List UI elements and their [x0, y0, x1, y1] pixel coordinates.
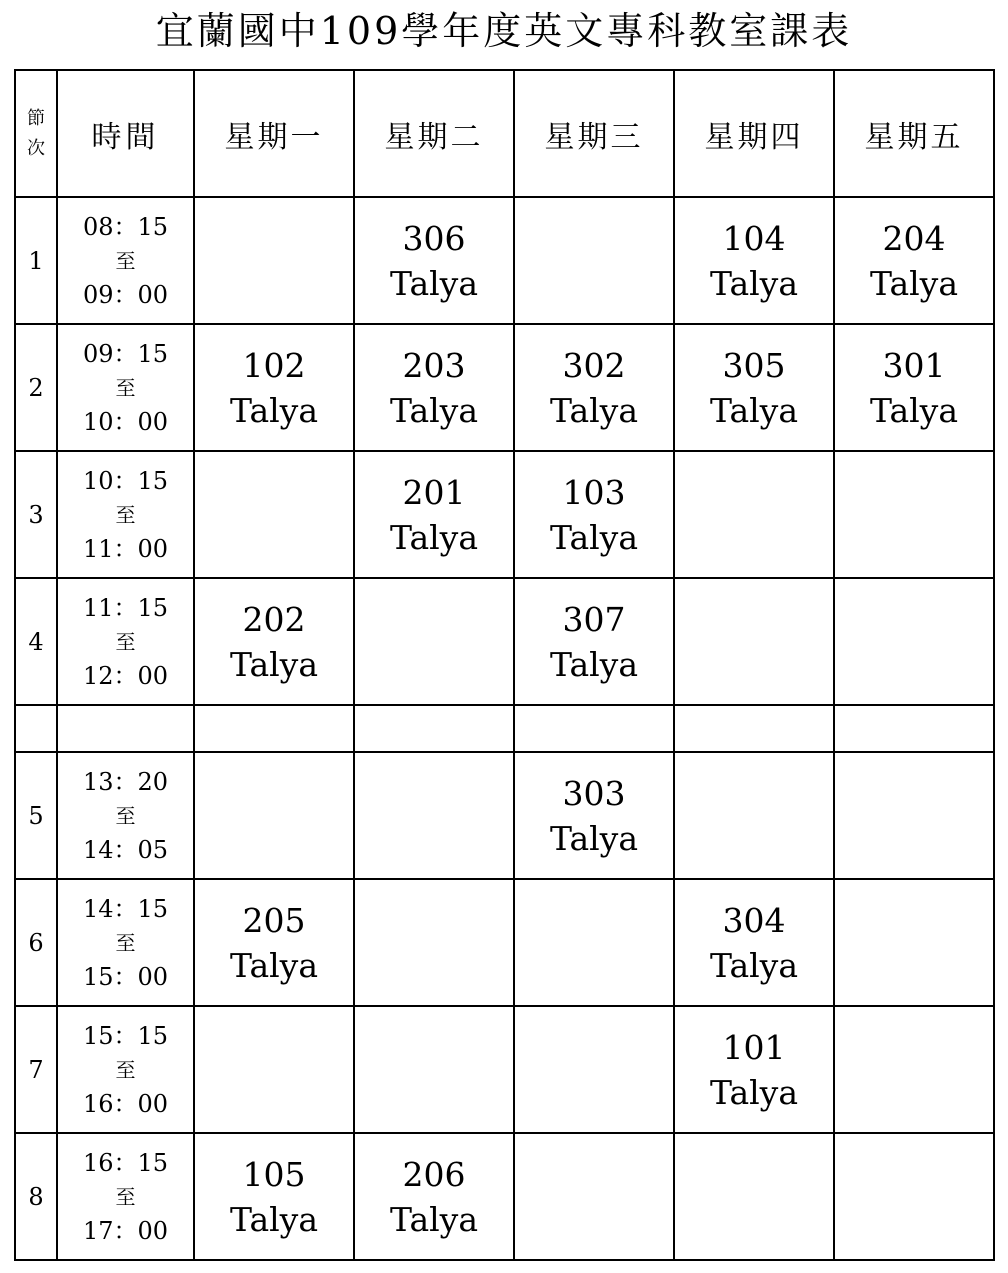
break-cell	[194, 705, 354, 752]
class-room-number: 103	[562, 472, 626, 512]
empty-cell-tuesday	[354, 879, 514, 1006]
end-time: 12：00	[82, 661, 169, 690]
time-column-header: 時間	[57, 70, 194, 197]
period-row	[15, 578, 994, 705]
period-row	[15, 324, 994, 451]
empty-cell-thursday	[674, 1133, 834, 1260]
period-number: 1	[15, 197, 57, 324]
class-room-number: 204	[882, 218, 946, 258]
empty-cell-tuesday	[354, 578, 514, 705]
period-number: 3	[15, 451, 57, 578]
time-range	[57, 1006, 194, 1133]
class-cell-friday	[834, 197, 994, 324]
time-range	[57, 879, 194, 1006]
empty-cell-friday	[834, 752, 994, 879]
empty-cell-friday	[834, 451, 994, 578]
schedule-body	[15, 70, 994, 1260]
teacher-name: Talya	[710, 263, 798, 303]
class-cell-tuesday	[354, 197, 514, 324]
start-time: 13：20	[82, 767, 169, 796]
class-cell-wednesday	[514, 578, 674, 705]
time-range	[57, 324, 194, 451]
end-time: 11：00	[82, 534, 169, 563]
empty-cell-wednesday	[514, 197, 674, 324]
day-header-tuesday: 星期二	[354, 70, 514, 197]
teacher-name: Talya	[710, 390, 798, 430]
class-room-number: 302	[562, 345, 626, 385]
period-row	[15, 1006, 994, 1133]
class-cell-monday	[194, 578, 354, 705]
period-row	[15, 879, 994, 1006]
break-cell	[57, 705, 194, 752]
class-room-number: 101	[722, 1027, 786, 1067]
class-cell-thursday	[674, 879, 834, 1006]
teacher-name: Talya	[550, 644, 638, 684]
class-cell-wednesday	[514, 451, 674, 578]
teacher-name: Talya	[390, 390, 478, 430]
teacher-name: Talya	[230, 1199, 318, 1239]
time-separator: 至	[115, 1184, 136, 1209]
class-cell-monday	[194, 1133, 354, 1260]
lunch-break-row	[15, 705, 994, 752]
empty-cell-wednesday	[514, 879, 674, 1006]
end-time: 16：00	[82, 1089, 169, 1118]
period-column-header	[15, 70, 57, 197]
teacher-name: Talya	[230, 945, 318, 985]
period-row	[15, 451, 994, 578]
time-separator: 至	[115, 248, 136, 273]
class-room-number: 307	[562, 599, 626, 639]
class-cell-tuesday	[354, 451, 514, 578]
empty-cell-monday	[194, 1006, 354, 1133]
day-header-friday: 星期五	[834, 70, 994, 197]
break-cell	[674, 705, 834, 752]
empty-cell-wednesday	[514, 1006, 674, 1133]
period-row	[15, 197, 994, 324]
empty-cell-wednesday	[514, 1133, 674, 1260]
empty-cell-tuesday	[354, 752, 514, 879]
time-range	[57, 578, 194, 705]
teacher-name: Talya	[710, 1072, 798, 1112]
empty-cell-tuesday	[354, 1006, 514, 1133]
empty-cell-monday	[194, 451, 354, 578]
class-room-number: 306	[402, 218, 466, 258]
class-room-number: 201	[402, 472, 466, 512]
class-room-number: 205	[242, 900, 306, 940]
empty-cell-thursday	[674, 451, 834, 578]
empty-cell-friday	[834, 879, 994, 1006]
class-cell-monday	[194, 324, 354, 451]
class-cell-wednesday	[514, 752, 674, 879]
class-room-number: 303	[562, 773, 626, 813]
class-cell-tuesday	[354, 1133, 514, 1260]
time-separator: 至	[115, 375, 136, 400]
page-title: 宜蘭國中109學年度英文專科教室課表	[155, 9, 853, 53]
period-number: 7	[15, 1006, 57, 1133]
start-time: 08：15	[82, 212, 169, 241]
time-range	[57, 752, 194, 879]
time-separator: 至	[115, 1057, 136, 1082]
header-row	[15, 70, 994, 197]
class-cell-thursday	[674, 197, 834, 324]
schedule-table	[14, 69, 995, 1261]
class-room-number: 206	[402, 1154, 466, 1194]
teacher-name: Talya	[550, 517, 638, 557]
end-time: 14：05	[82, 835, 169, 864]
teacher-name: Talya	[870, 263, 958, 303]
teacher-name: Talya	[550, 390, 638, 430]
class-room-number: 301	[882, 345, 946, 385]
start-time: 14：15	[82, 894, 169, 923]
period-number: 8	[15, 1133, 57, 1260]
class-cell-tuesday	[354, 324, 514, 451]
class-room-number: 102	[242, 345, 306, 385]
class-cell-thursday	[674, 1006, 834, 1133]
start-time: 16：15	[82, 1148, 169, 1177]
class-room-number: 104	[722, 218, 786, 258]
time-range	[57, 197, 194, 324]
period-number: 4	[15, 578, 57, 705]
empty-cell-thursday	[674, 578, 834, 705]
time-separator: 至	[115, 930, 136, 955]
empty-cell-monday	[194, 197, 354, 324]
break-cell	[834, 705, 994, 752]
teacher-name: Talya	[230, 644, 318, 684]
time-separator: 至	[115, 502, 136, 527]
day-header-monday: 星期一	[194, 70, 354, 197]
period-row	[15, 1133, 994, 1260]
period-number: 5	[15, 752, 57, 879]
time-range	[57, 1133, 194, 1260]
end-time: 09：00	[82, 280, 169, 309]
teacher-name: Talya	[710, 945, 798, 985]
period-row	[15, 752, 994, 879]
start-time: 11：15	[82, 593, 169, 622]
empty-cell-friday	[834, 1133, 994, 1260]
class-cell-wednesday	[514, 324, 674, 451]
class-room-number: 105	[242, 1154, 306, 1194]
day-header-thursday: 星期四	[674, 70, 834, 197]
start-time: 10：15	[82, 466, 169, 495]
time-separator: 至	[115, 803, 136, 828]
class-room-number: 202	[242, 599, 306, 639]
period-header-char: 次	[27, 137, 45, 159]
period-number: 2	[15, 324, 57, 451]
class-room-number: 304	[722, 900, 786, 940]
teacher-name: Talya	[230, 390, 318, 430]
empty-cell-thursday	[674, 752, 834, 879]
day-header-wednesday: 星期三	[514, 70, 674, 197]
time-separator: 至	[115, 629, 136, 654]
class-cell-thursday	[674, 324, 834, 451]
time-range	[57, 451, 194, 578]
teacher-name: Talya	[390, 263, 478, 303]
end-time: 17：00	[82, 1216, 169, 1245]
empty-cell-friday	[834, 578, 994, 705]
start-time: 15：15	[82, 1021, 169, 1050]
class-room-number: 203	[402, 345, 466, 385]
period-header-char: 節	[27, 107, 45, 129]
empty-cell-friday	[834, 1006, 994, 1133]
class-cell-friday	[834, 324, 994, 451]
break-cell	[354, 705, 514, 752]
period-number: 6	[15, 879, 57, 1006]
teacher-name: Talya	[390, 517, 478, 557]
class-room-number: 305	[722, 345, 786, 385]
teacher-name: Talya	[390, 1199, 478, 1239]
teacher-name: Talya	[550, 818, 638, 858]
end-time: 10：00	[82, 407, 169, 436]
empty-cell-monday	[194, 752, 354, 879]
break-cell	[514, 705, 674, 752]
break-cell	[15, 705, 57, 752]
start-time: 09：15	[82, 339, 169, 368]
teacher-name: Talya	[870, 390, 958, 430]
class-cell-monday	[194, 879, 354, 1006]
end-time: 15：00	[82, 962, 169, 991]
